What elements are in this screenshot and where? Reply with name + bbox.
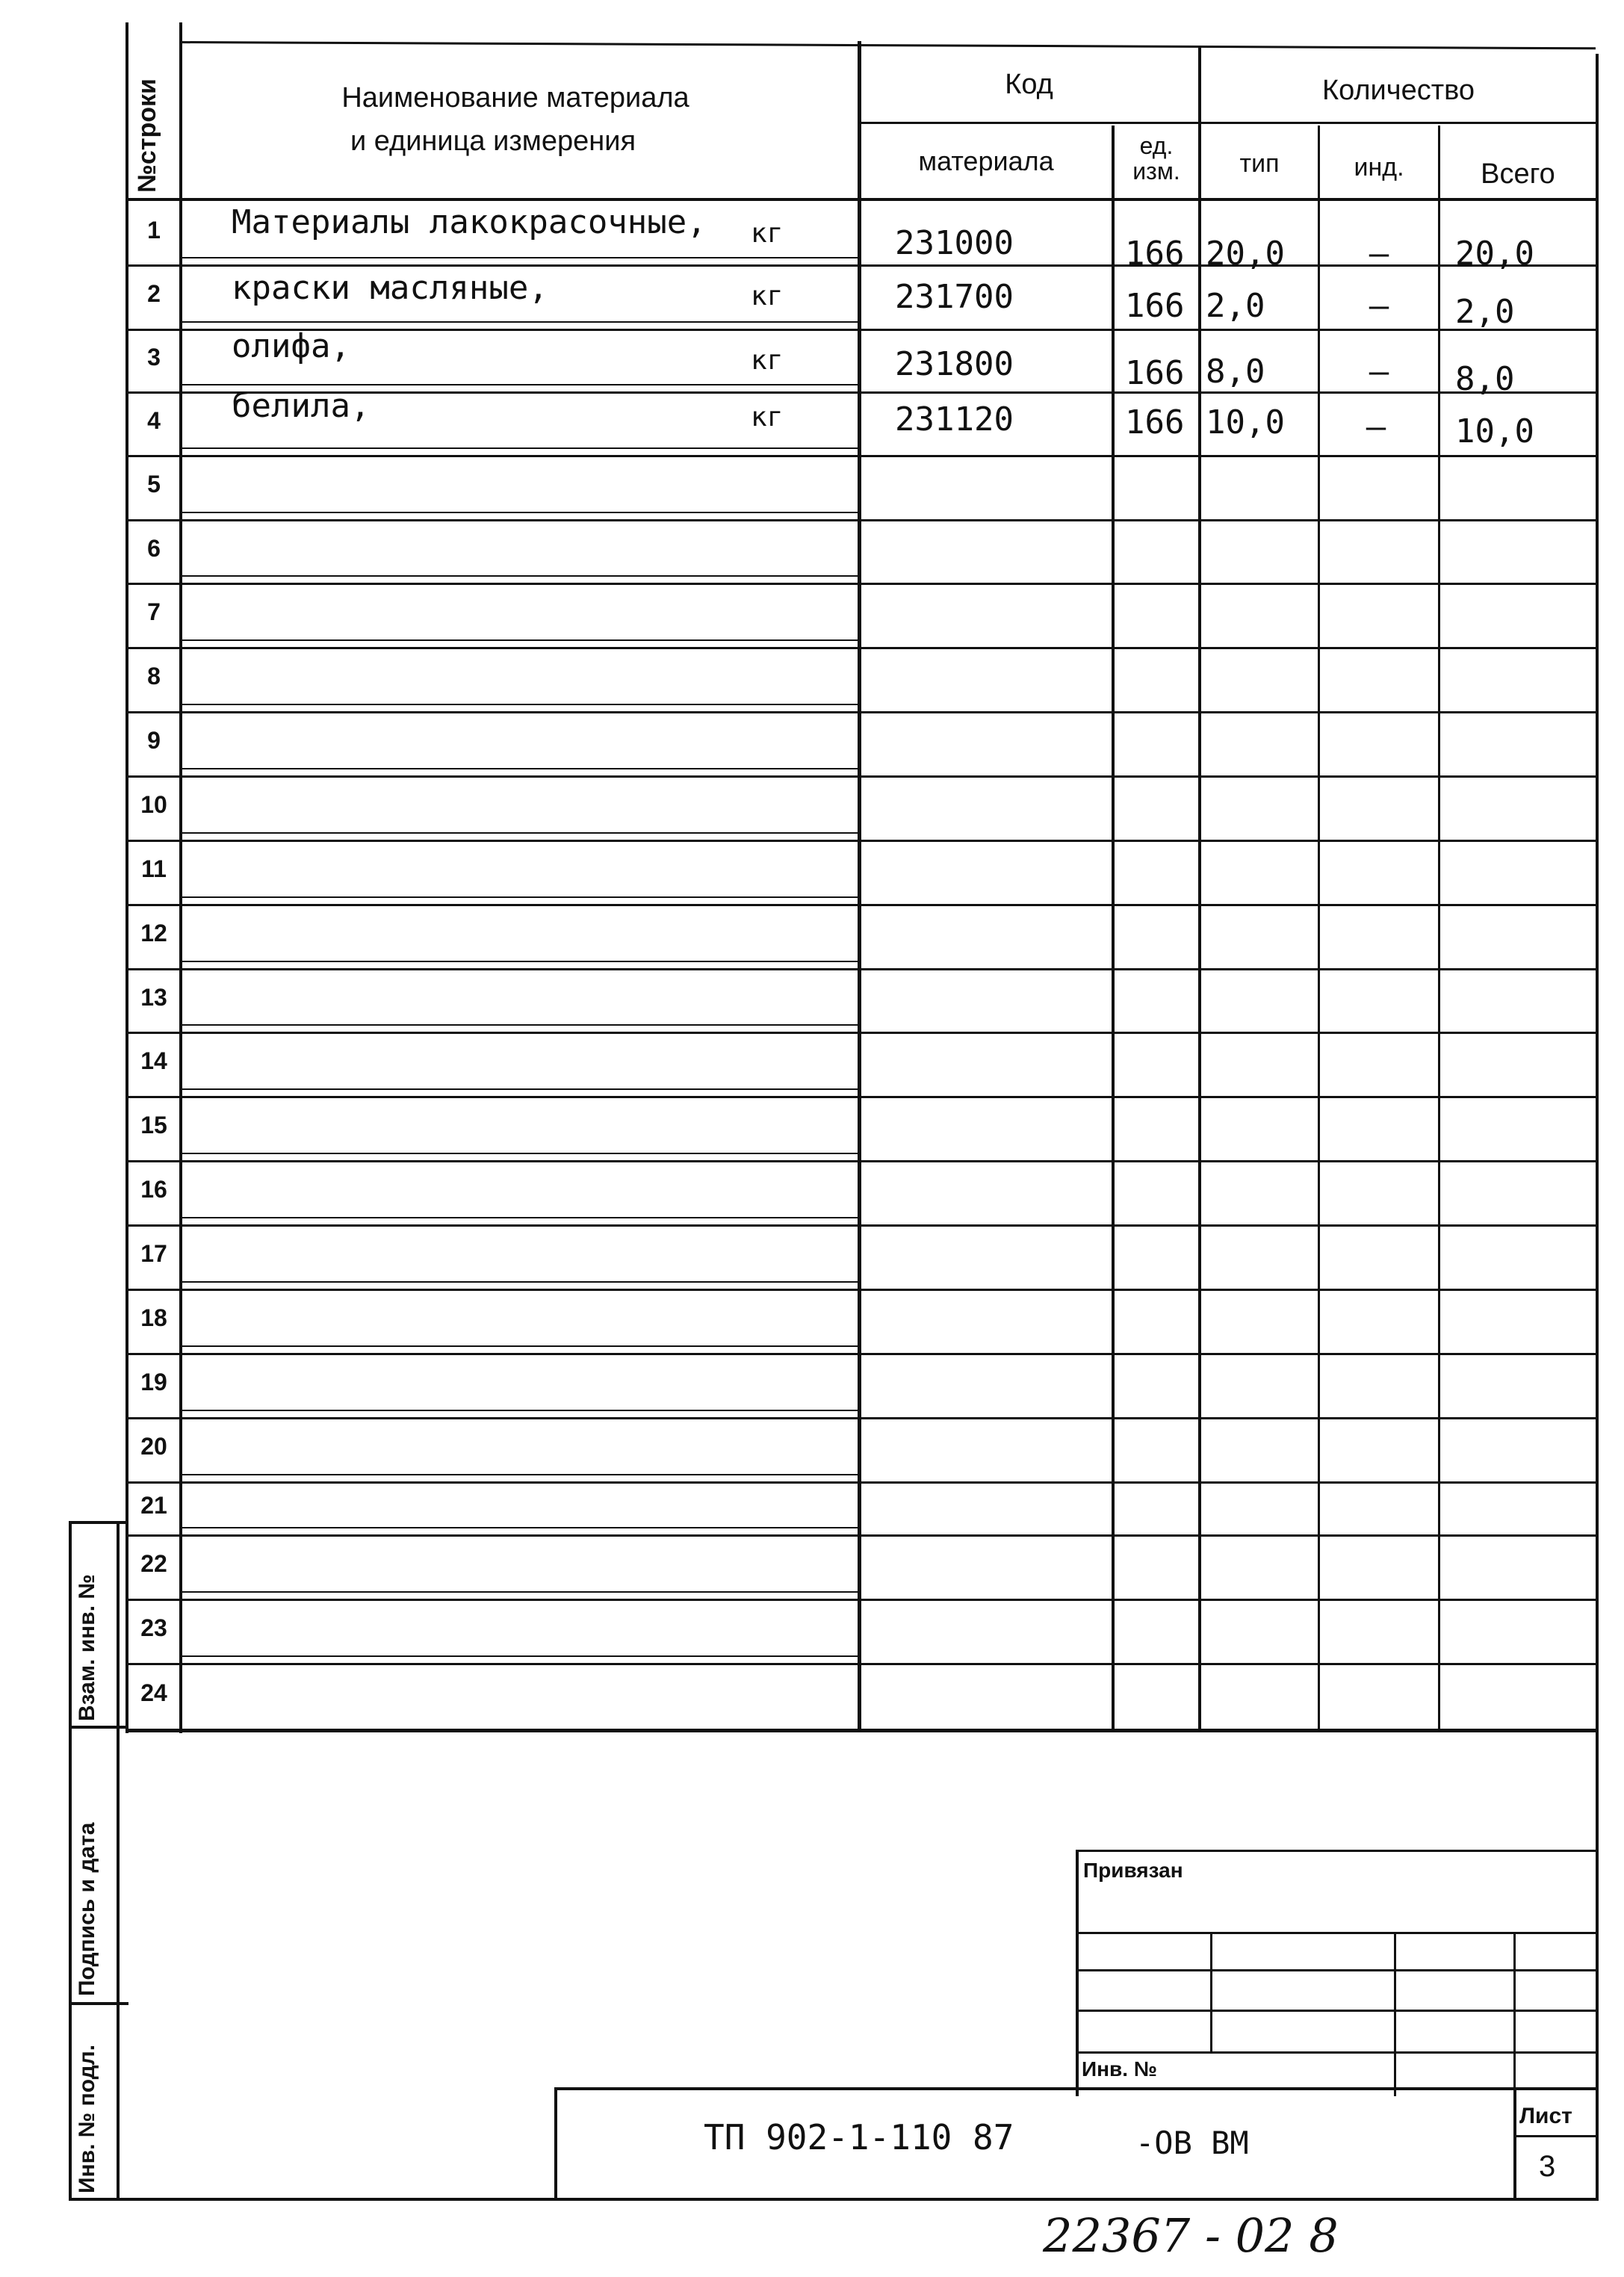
- original-inv-label: Инв. № подл.: [75, 2044, 99, 2193]
- row-subline: [182, 1591, 858, 1593]
- row-number: 22: [140, 1550, 167, 1577]
- material-name: Материалы лакокрасочные,: [232, 203, 707, 241]
- row-number: 18: [140, 1304, 167, 1331]
- name-header-line1: Наименование материала: [341, 82, 689, 114]
- unit-col-border: [1198, 46, 1201, 1732]
- row-number: 17: [140, 1240, 167, 1267]
- title-block-sheet-sep: [1513, 2135, 1599, 2137]
- title-block-left: [554, 2087, 557, 2201]
- code-material-header: материала: [918, 146, 1054, 176]
- row-subline: [182, 1655, 858, 1657]
- row-number: 3: [147, 344, 161, 371]
- header-sub-line: [858, 122, 1596, 124]
- unit-code: 166: [1125, 287, 1185, 325]
- row-divider: [125, 1353, 1596, 1355]
- row-number: 12: [140, 920, 167, 947]
- material-name: олифа,: [232, 327, 350, 365]
- row-divider: [125, 1096, 1596, 1098]
- qty-type: 20,0: [1206, 235, 1285, 273]
- page-left-border: [117, 1729, 120, 2201]
- qty-ind: –: [1369, 287, 1389, 325]
- bound-grid-line-2: [1076, 1969, 1599, 1971]
- row-number: 1: [147, 216, 161, 244]
- inv-label: Инв. №: [1082, 2057, 1158, 2081]
- footer-number: 22367 - 02 8: [1043, 2208, 1339, 2263]
- bound-grid-vert-3: [1513, 1932, 1516, 2096]
- table-right-border: [1596, 54, 1599, 2198]
- table-bottom-line: [125, 1729, 1599, 1732]
- row-subline: [182, 1410, 858, 1411]
- qty-total: 8,0: [1455, 360, 1515, 398]
- replaced-inv-label: Взам. инв. №: [75, 1574, 99, 1721]
- row-number: 15: [140, 1112, 167, 1138]
- row-subline: [182, 639, 858, 641]
- qty-type: 10,0: [1206, 403, 1285, 442]
- row-subline: [182, 704, 858, 705]
- row-divider: [125, 711, 1596, 713]
- row-number: 24: [140, 1679, 167, 1706]
- unit-text: кг: [751, 281, 784, 312]
- row-divider: [125, 840, 1596, 842]
- material-code: 231700: [895, 278, 1014, 316]
- row-subline: [182, 1474, 858, 1475]
- sheet-number: 3: [1539, 2150, 1556, 2183]
- row-subline: [182, 961, 858, 962]
- row-subline: [182, 1345, 858, 1347]
- row-divider: [125, 1160, 1596, 1162]
- material-code: 231000: [895, 224, 1014, 262]
- unit-code: 166: [1125, 354, 1185, 392]
- designation: ТП 902-1-110 87: [704, 2117, 1014, 2157]
- row-subline: [182, 1153, 858, 1154]
- row-divider: [125, 1417, 1596, 1419]
- qty-ind: –: [1369, 353, 1389, 391]
- material-name: белила,: [232, 387, 371, 425]
- row-subline: [182, 832, 858, 834]
- row-number: 16: [140, 1176, 167, 1203]
- qty-header: Количество: [1321, 75, 1475, 106]
- row-number: 7: [147, 598, 161, 625]
- row-subline: [182, 1088, 858, 1090]
- unit-text: кг: [751, 218, 784, 249]
- bound-grid-line-1: [1076, 1932, 1599, 1934]
- title-block-top: [554, 2087, 1599, 2090]
- unit-code: 166: [1125, 235, 1185, 273]
- name-col-border: [858, 41, 861, 1729]
- ind-col-border: [1438, 126, 1440, 1732]
- row-subline: [182, 257, 858, 258]
- unit-text: кг: [751, 345, 784, 376]
- row-number: 10: [140, 791, 167, 818]
- bound-block-left: [1076, 1850, 1079, 2096]
- bound-grid-vert-2: [1394, 1932, 1396, 2096]
- bound-grid-line-3: [1076, 2010, 1599, 2012]
- bound-block-top: [1076, 1850, 1599, 1852]
- unit-text: кг: [751, 402, 784, 433]
- row-subline: [182, 447, 858, 449]
- row-divider: [125, 455, 1596, 457]
- row-number: 23: [140, 1614, 167, 1641]
- qty-total: 10,0: [1455, 412, 1534, 450]
- bound-grid-vert-1: [1210, 1932, 1212, 2051]
- row-subline: [182, 384, 858, 385]
- name-header-line2: и единица измерения: [350, 126, 636, 157]
- row-divider: [125, 1032, 1596, 1034]
- sheet-label: Лист: [1519, 2104, 1572, 2128]
- section-code: -ОВ ВМ: [1135, 2125, 1249, 2161]
- stamp-sep-2: [69, 2002, 128, 2005]
- row-number: 11: [141, 855, 167, 882]
- row-number: 14: [140, 1047, 167, 1074]
- material-code: 231120: [895, 400, 1014, 439]
- row-divider: [125, 1599, 1596, 1601]
- row-divider: [125, 647, 1596, 649]
- row-subline: [182, 575, 858, 577]
- row-divider: [125, 1534, 1596, 1537]
- row-number: 2: [147, 280, 161, 307]
- row-divider: [125, 1663, 1596, 1665]
- row-subline: [182, 896, 858, 898]
- material-name: краски масляные,: [232, 269, 548, 307]
- row-number: 8: [147, 663, 161, 690]
- row-number: 19: [140, 1369, 167, 1395]
- unit-header: ед. изм.: [1132, 132, 1180, 185]
- row-divider: [125, 519, 1596, 521]
- row-divider: [125, 1481, 1596, 1484]
- row-number: 9: [147, 727, 161, 754]
- row-subline: [182, 1281, 858, 1283]
- qty-ind: –: [1369, 235, 1389, 273]
- qty-type: 2,0: [1206, 287, 1265, 325]
- row-subline: [182, 1527, 858, 1528]
- row-number: 4: [147, 406, 161, 434]
- row-number-header: №строки: [133, 78, 161, 193]
- signature-date-label: Подпись и дата: [75, 1822, 99, 1996]
- row-number: 21: [140, 1491, 167, 1519]
- qty-type-header: тип: [1239, 149, 1280, 178]
- qty-ind-header: инд.: [1354, 153, 1404, 182]
- material-code: 231800: [895, 345, 1014, 383]
- stamp-sep-1: [69, 1726, 128, 1729]
- row-divider: [125, 904, 1596, 906]
- code-header: Код: [1005, 69, 1053, 100]
- stamp-outer-left: [69, 1521, 72, 2201]
- bound-grid-line-4: [1076, 2051, 1599, 2054]
- qty-total: 20,0: [1455, 235, 1534, 273]
- row-subline: [182, 512, 858, 513]
- header-bottom-line: [125, 198, 1596, 201]
- row-subline: [182, 321, 858, 323]
- row-subline: [182, 768, 858, 769]
- title-block-sheet-divider: [1513, 2087, 1516, 2201]
- code-col-border: [1112, 126, 1115, 1729]
- row-divider: [125, 1224, 1596, 1227]
- row-divider: [125, 968, 1596, 970]
- row-subline: [182, 1217, 858, 1218]
- qty-type: 8,0: [1206, 353, 1265, 391]
- row-number: 20: [140, 1433, 167, 1460]
- qty-total-header: Всего: [1481, 158, 1555, 190]
- row-divider: [125, 775, 1596, 778]
- stamp-top-line: [69, 1521, 128, 1524]
- unit-code: 166: [1125, 403, 1185, 442]
- qty-ind: –: [1366, 408, 1386, 446]
- row-subline: [182, 1024, 858, 1026]
- row-divider: [125, 583, 1596, 585]
- qty-total: 2,0: [1455, 293, 1515, 331]
- row-number: 5: [147, 471, 161, 498]
- row-number: 13: [140, 983, 167, 1011]
- row-number: 6: [147, 534, 161, 562]
- bound-label: Привязан: [1083, 1859, 1183, 1882]
- page-bottom-border: [117, 2198, 1599, 2201]
- row-divider: [125, 1289, 1596, 1291]
- header-top-line: [179, 41, 1596, 49]
- rownum-col-border: [179, 22, 182, 1733]
